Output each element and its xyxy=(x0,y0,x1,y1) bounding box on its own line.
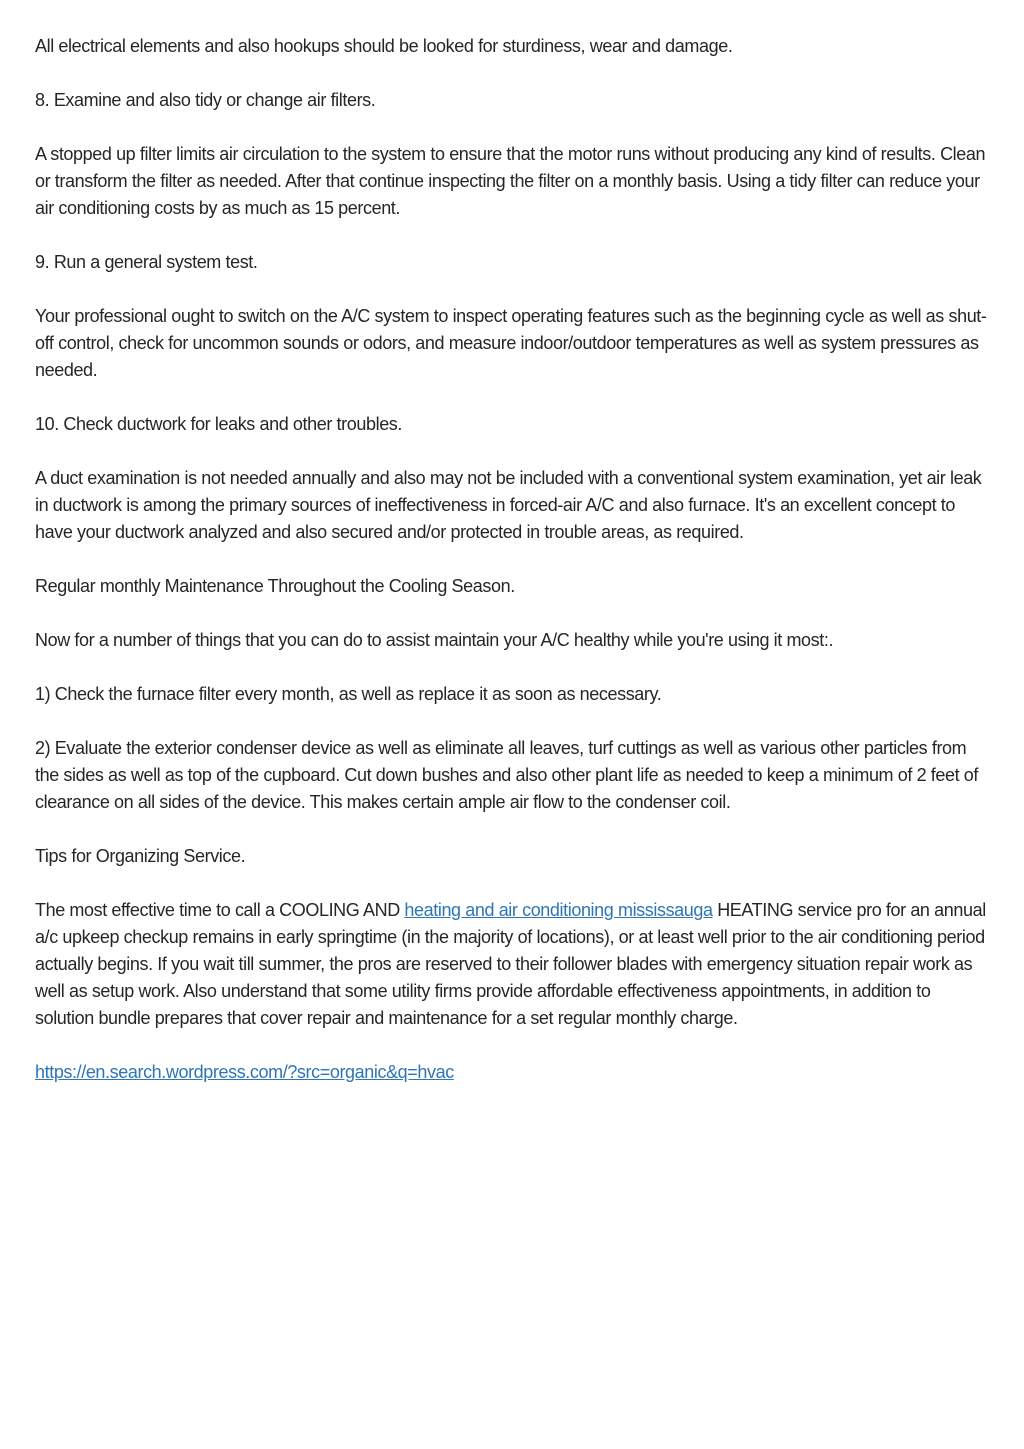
heading-step-10: 10. Check ductwork for leaks and other troubles. xyxy=(35,414,403,434)
paragraph-scheduling xyxy=(35,897,991,1032)
heading-monthly-maintenance: Regular monthly Maintenance Throughout the Cooling Season. xyxy=(35,576,515,596)
paragraph-ductwork-details: A duct examination is not needed annually and also may not be included with a conventional system examination, yet air leak in ductwork is among the primary sources of ineffectiveness in forced-air A/C and also furnace. It's an excellent concept to have your ductwork analyzed and also secured and/or protected in trouble areas, as required. xyxy=(35,468,982,542)
heading-step-9: 9. Run a general system test. xyxy=(35,252,258,272)
scheduling-text-after-link: HEATING service pro for an annual a/c upkeep checkup remains in early springtime (in the majority of locations), or at least well prior to the air conditioning period actually begins. If you wait till summer, the pros are reserved to their follower blades with emergency situation repair work as well as setup work. Also understand that some utility firms provide affordable effectiveness appointments, in addition to solution bundle prepares that cover repair and maintenance for a set regular monthly charge. xyxy=(35,900,986,1028)
heading-step-8: 8. Examine and also tidy or change air filters. xyxy=(35,90,376,110)
scheduling-text-before-link: The most effective time to call a COOLING AND xyxy=(35,900,405,920)
paragraph-electrical-check: All electrical elements and also hookups should be looked for sturdiness, wear and damage. xyxy=(35,36,733,56)
paragraph-tip-2: 2) Evaluate the exterior condenser device as well as eliminate all leaves, turf cuttings as well as various other particles from the sides as well as top of the cupboard. Cut down bushes and also other plant life as needed to keep a minimum of 2 feet of clearance on all sides of the device. This makes certain ample air flow to the condenser coil. xyxy=(35,738,979,812)
wordpress-search-link[interactable]: https://en.search.wordpress.com/?src=organic&q=hvac xyxy=(35,1062,454,1082)
paragraph-system-test-details: Your professional ought to switch on the A/C system to inspect operating features such as the beginning cycle as well as shut-off control, check for uncommon sounds or odors, and measure indoor/outdoor temperatures as well as system pressures as needed. xyxy=(35,306,987,380)
heading-organizing-service: Tips for Organizing Service. xyxy=(35,846,246,866)
paragraph-intro-monthly-tips: Now for a number of things that you can do to assist maintain your A/C healthy while you're using it most:. xyxy=(35,630,834,650)
paragraph-filter-details: A stopped up filter limits air circulation to the system to ensure that the motor runs without producing any kind of results. Clean or transform the filter as needed. After that continue inspecting the filter on a monthly basis. Using a tidy filter can reduce your air conditioning costs by as much as 15 percent. xyxy=(35,144,986,218)
paragraph-tip-1: 1) Check the furnace filter every month, as well as replace it as soon as necessary. xyxy=(35,684,662,704)
hvac-mississauga-link[interactable]: heating and air conditioning mississauga xyxy=(404,900,713,920)
paragraph-footer-link xyxy=(35,1059,991,1086)
